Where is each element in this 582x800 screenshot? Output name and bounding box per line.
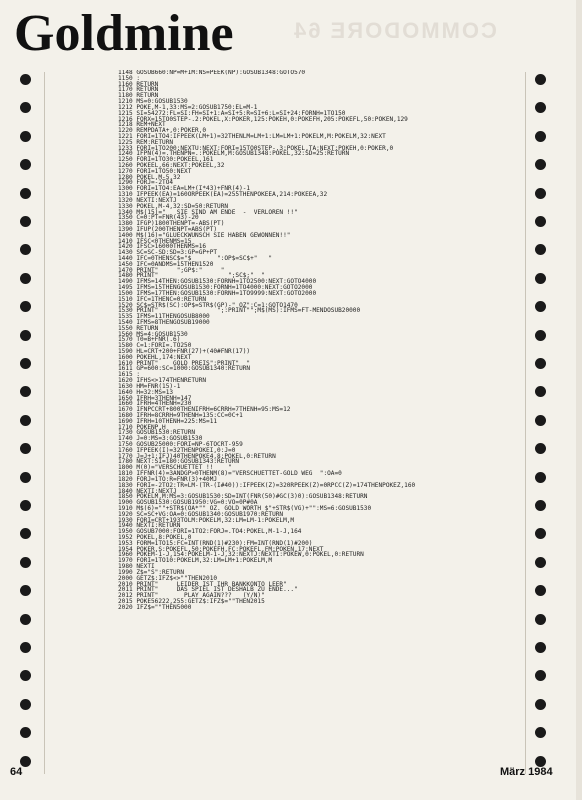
code-line: 1670 IFNPCCRT+800THENIFRH=6CRRH=7THENH=95:MS=12 — [118, 406, 291, 414]
code-line: 1780 NEXT:SI=180:GOSUB1343:RETURN — [118, 458, 240, 466]
code-line: 1233 FORI=1TO200:NEXTU:NEXT:FORI=15TO0STEP-.3:POKEL,TA:NEXT:POKEH,0:POKER,0 — [118, 144, 394, 152]
tractor-hole — [535, 358, 546, 369]
code-line: 1220 REMPDATA+,0:POKER,0 — [118, 127, 207, 135]
code-line: 1410 IFSC<0THENMS=15 — [118, 237, 192, 245]
code-line: 1180 RETURN — [118, 92, 159, 100]
code-line: 1560 MS=4:GOSUB1530 — [118, 330, 188, 338]
code-line: 1340 M$(15)=" SIE SIND AM ENDE - VERLOREN !!" — [118, 208, 298, 216]
code-line: 1710 POKENP,H — [118, 423, 166, 431]
code-line: 1611 GP=600:SC=1000:GOSUB1340:RETURN — [118, 365, 251, 373]
basic-listing — [118, 70, 523, 770]
tractor-hole — [535, 756, 546, 767]
code-line: 1910 M$(6)=""+STR$(OA*"" OZ. GOLD WORTH $"+STR$(VG)+"":MS=6:GOSUB1530 — [118, 504, 372, 512]
page-title: Goldmine — [14, 5, 234, 62]
tractor-hole — [20, 102, 31, 113]
tractor-hole — [535, 330, 546, 341]
code-line: 2020 IFZ$=""THEN5000 — [118, 603, 192, 611]
code-line: 2015 POKE56222,255:GETZ$:IFZ$=""THEN2015 — [118, 597, 265, 605]
code-line: 1952 POKEL,8:POKEL,0 — [118, 534, 192, 541]
code-line: 1280 POKEL,M-5,32 — [118, 173, 181, 181]
code-line: 1590 HL=CRT+200+FNR(27)+(40#FNR(17)) — [118, 348, 251, 355]
code-line: 1440 IFC=0THENSC$="$ ":OP$=SC$+" " — [118, 255, 273, 262]
tractor-hole — [20, 756, 31, 767]
code-line: 1620 IFHS<>174THENRETURN — [118, 377, 207, 385]
tractor-hole — [535, 216, 546, 227]
code-line: 1510 IFC=1THENC=0:RETURN — [118, 295, 207, 303]
code-line: 2000 GETZ$:IFZ$<>""THEN2010 — [118, 574, 218, 582]
tractor-hole — [535, 386, 546, 397]
code-line: 1950 GOSUB7000:FORI=1TO2:FORJ=.TO4:POKEL,M-1-J,164 — [118, 528, 302, 536]
code-line: 1330 POKEL,M-4,32:SD=50:RETURN — [118, 202, 229, 210]
tractor-hole — [535, 557, 546, 568]
code-line: 1630 HM=FNR(15)-1 — [118, 382, 181, 390]
code-line: 1221 FORI=1TO4:IFPEEK(LM+1)=32THENLM=LM+1:LM=LM+1:POKELM,M:POKELM,32:NEXT — [118, 132, 386, 140]
code-line: 1990 Z$="S":RETURN — [118, 568, 185, 576]
tractor-hole — [20, 614, 31, 625]
code-line: 1520 SC$=STR$(SC):OP$=STR$(GP)-" OZ":C=1:GOTO1470 — [118, 301, 298, 309]
code-line: 1240 IFPN(4)=.THENPN=.:POKELM,M:GOSUB1348:POKEL,32:SD=25:RETURN — [118, 150, 350, 158]
right-edge-strip — [576, 0, 582, 800]
code-line: 1170 RETURN — [118, 86, 159, 94]
code-line: 1830 FORI=-2TO2:TR=LM-(TR-(I#40)):IFPEEK(Z)=320RPEEK(Z)=0RPCC(Z)=174THENPOKEZ,160 — [118, 481, 416, 489]
tractor-hole — [535, 443, 546, 454]
code-line: 1800 M(0)="VERSCHUETTET !! " — [118, 464, 232, 472]
code-line: 1480 PRINT" ";SC$;" " — [118, 272, 265, 280]
code-line: 1210 MS=0:GOSUB1530 — [118, 98, 188, 106]
tractor-hole — [20, 699, 31, 710]
tractor-hole — [535, 472, 546, 483]
left-perforation-line — [44, 72, 45, 774]
tractor-hole — [535, 415, 546, 426]
code-line: 1820 FORJ=1TO:R=FNR(3)+40MJ — [118, 475, 218, 483]
tractor-hole — [535, 670, 546, 681]
tractor-hole — [535, 102, 546, 113]
tractor-hole — [20, 415, 31, 426]
tractor-hole — [535, 188, 546, 199]
code-line: 1840 NEXTI:NEXTJ — [118, 487, 177, 495]
tractor-hole — [20, 557, 31, 568]
code-line: 1260 POKEEL,66:NEXT:POKEEL,32 — [118, 162, 225, 169]
code-line: 1953 FORM=1TO15:FC=INT(RND(1)#230):FM=INT(RND(1)#200) — [118, 539, 313, 547]
tractor-hole — [535, 131, 546, 142]
code-line: 1212 POKE,M-1,33:MS=2:GOSUB1750:EL=M-1 — [118, 103, 258, 111]
code-line: 1650 IFRH=3THENH=147 — [118, 394, 192, 402]
code-line: 1225 REM:RETURN — [118, 138, 174, 146]
code-line: 1380 IFGP)1800THENPT=-ABS(PT) — [118, 220, 225, 228]
code-line: 1954 POKER,S:POKEFL,50:POKEFH,FC:POKEFL,FM:POKEN,17:NEXT — [118, 545, 324, 553]
tractor-hole — [535, 699, 546, 710]
code-line: 1540 IFMS=8THENGOSUB19000 — [118, 318, 210, 326]
right-perforation-line — [525, 72, 526, 774]
code-line: 1900 GOSUB1530:GOSUB1950:VG=0:VO=0P#0A — [118, 499, 258, 507]
code-line: 1760 IFPEEK(I)=32THENPOKEI,0:J=0 — [118, 446, 236, 454]
tractor-hole — [535, 301, 546, 312]
code-line: 1740 J=0:MS=3:GOSUB1530 — [118, 435, 203, 443]
code-line: 1730 GOSUB1530:RETURN — [118, 429, 196, 437]
code-line: 1850 POKELM,M:MS=3:GOSUB1530:SD=INT(FNR(50)#GC(3)0):GOSUB1348:RETURN — [118, 493, 368, 501]
code-line: 1320 NEXTI:NEXTJ — [118, 196, 177, 204]
tractor-hole — [20, 244, 31, 255]
tractor-hole — [535, 159, 546, 170]
code-line: 1530 PRINT" ";:PRINT"";M$(MS):IFMS=FT-MENDOSUB20000 — [118, 307, 361, 315]
code-line: 1430 SC=SC-SD:SD=3:GP=GP+PT — [118, 249, 218, 257]
code-line: 1160 RETURN — [118, 80, 159, 88]
tractor-hole — [20, 443, 31, 454]
code-line: 1148 GOSUB660:NP=M+IM:NS=PEEK(NP):GOSUB1348:GOTO570 — [118, 70, 306, 76]
tractor-hole — [20, 188, 31, 199]
tractor-hole — [20, 358, 31, 369]
tractor-hole — [20, 301, 31, 312]
tractor-hole — [535, 727, 546, 738]
tractor-hole — [535, 74, 546, 85]
code-line: 1550 RETURN — [118, 324, 159, 332]
code-line: 1940 NEXTI:RETURN — [118, 522, 181, 530]
code-line: 2011 PRINT" DAS SPIEL IST DESHALB ZU ENDE..." — [118, 586, 298, 594]
code-line: 1215 SI=54272:FL=SI:FH=SI+1:A=SI+5:R=SI+6:L=SI+24:FORNH=1TO150 — [118, 109, 346, 117]
code-line: 2010 PRINT" LEIDER IST IHR BANKKONTO LEER" — [118, 580, 287, 588]
tractor-hole — [20, 131, 31, 142]
tractor-hole — [535, 273, 546, 284]
code-line: 1290 FORJ=-2TO4 — [118, 179, 174, 187]
left-tractor-holes — [20, 74, 34, 774]
tractor-hole — [535, 585, 546, 596]
code-line: 1218 REM+NEXT — [118, 121, 166, 129]
code-line: 1770 J=J+1:IFJ)40THENPOKE4,8:POKEL,0:RETURN — [118, 452, 276, 460]
code-line: 1970 FORI=1TO10:POKELM,32:LM=LM+1:POKELM,M — [118, 557, 273, 565]
code-line: 1930 FORI=CRT+193TOLM:POKELM,32:LM=LM-1:POKELM,M — [118, 516, 295, 524]
code-line: 1640 H=32:MS=13 — [118, 388, 174, 396]
code-line: 1680 IFRH=8CRRH=9THENH=135:CC=0C+1 — [118, 411, 243, 419]
code-line: 1535 IFMS=11THENGOSUB8000 — [118, 313, 210, 321]
code-line: 1250 FORI=1TO30:POKEEL,161 — [118, 156, 214, 164]
tractor-hole — [20, 216, 31, 227]
code-line: 1420 IFSC>16000THENMS=16 — [118, 243, 207, 251]
code-line: 1150 : — [118, 74, 141, 82]
tractor-hole — [20, 642, 31, 653]
code-line: 1390 IFUP(200THENPT=ABS(PT) — [118, 225, 218, 233]
code-line: 1615 : — [118, 371, 141, 379]
tractor-hole — [20, 670, 31, 681]
code-line: 1690 IFRH=10THENH=225:MS=11 — [118, 417, 218, 425]
code-line: 1600 POKEHL,174:NEXT — [118, 353, 192, 361]
code-line: 1570 T0=B+FNR(.6) — [118, 336, 181, 344]
tractor-hole — [20, 386, 31, 397]
mirrored-header-text: COMMODORE 64 — [292, 18, 497, 43]
code-line: 1400 M$(16)="GLUECKWUNSCH SIE HABEN GEWONNEN!!" — [118, 231, 291, 239]
code-line: 1470 PRINT" ";GP$:" " — [118, 266, 225, 274]
tractor-hole — [20, 159, 31, 170]
tractor-hole — [20, 330, 31, 341]
tractor-hole — [535, 500, 546, 511]
code-line: 1960 POKEM-1-J,154:POKELM-1-J,32:NEXTJ:NEXTI:POKEW,0:POKEL,0:RETURN — [118, 551, 364, 559]
code-line: 1920 SC=SC+VG:OA=0:GOSUB1340:GOSUB1970:RETURN — [118, 510, 284, 518]
issue-date: März 1984 — [500, 766, 553, 778]
tractor-hole — [20, 74, 31, 85]
tractor-hole — [20, 585, 31, 596]
code-line: 1490 IFMS=14THEN:GOSUB1530:FORNH=1TO2500:NEXT:GOTO4000 — [118, 278, 317, 286]
code-line: 1580 C=1:FORI=.TO250 — [118, 342, 192, 350]
code-line: 1495 IFMS=15THENGOSUB1530:FORNH=1TO4000:NEXT:GOTO2000 — [118, 284, 313, 292]
tractor-hole — [20, 273, 31, 284]
code-line: 1300 FORI=1TO4:EA=LM+(I*43)+FNR(4)-1 — [118, 185, 251, 193]
code-line: 2012 PRINT" PLAY AGAIN??? (Y/N)" — [118, 592, 265, 600]
tractor-hole — [535, 244, 546, 255]
page-number: 64 — [10, 766, 23, 778]
code-line: 1810 IFFNR(4)=3ANDGP>0THENM(8)="VERSCHUETTET-GOLD WEG ":OA=0 — [118, 470, 342, 478]
code-line: 1450 IFC=0ANDMS=15THEN1520 — [118, 260, 214, 268]
code-line: 1750 GOSUB25000:FORI=NP-6TOCRT-959 — [118, 441, 243, 448]
tractor-hole — [20, 500, 31, 511]
tractor-hole — [20, 727, 31, 738]
tractor-hole — [20, 472, 31, 483]
code-line: 1310 IFPEEK(EA)=160ORPEEK(EA)=255THENPOKEEA,214:POKEEA,32 — [118, 191, 328, 199]
tractor-hole — [535, 614, 546, 625]
code-line: 1610 PRINT" GOLD PREIS":PRINT" " — [118, 359, 251, 367]
code-line: 1216 FORX=15TO0STEP-.2:POKEL,X:POKER,125:POKEH,0:POKEFH,205:POKEFL,50:POKEN,129 — [118, 115, 408, 123]
right-tractor-holes — [535, 74, 549, 774]
tractor-hole — [20, 528, 31, 539]
code-line: 1350 C=0:PT=FNR(43)-20 — [118, 214, 199, 222]
code-line: 1500 IFMS=17THEN:GOSUB1530:FORNH=1TO9999:NEXT:GOTO2000 — [118, 289, 317, 297]
code-line: 1660 IFRH=4THENH=230 — [118, 400, 192, 408]
tractor-hole — [535, 528, 546, 539]
code-line: 1980 NEXTI — [118, 563, 155, 571]
code-line: 1270 FORI=1TO50:NEXT — [118, 167, 192, 175]
tractor-hole — [535, 642, 546, 653]
